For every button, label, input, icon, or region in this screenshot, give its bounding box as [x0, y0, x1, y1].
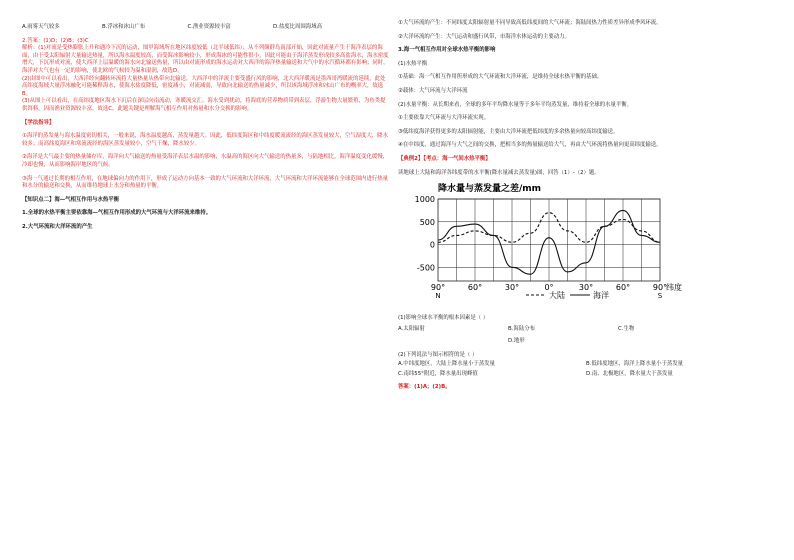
- answer-line: 2.答案：(1)D；(2)B；(3)C: [22, 37, 89, 44]
- option-c: C.渔业资源较丰富: [187, 24, 231, 30]
- x-tick-label: 60°: [467, 283, 483, 293]
- q1-option-a: A.太阳辐射: [398, 326, 425, 333]
- knowledge-point-title: 【知识点二】海—气相互作用与水热平衡: [22, 196, 120, 203]
- y-tick-label: 500: [419, 217, 435, 227]
- option-a: A.雨雾天气较多: [22, 24, 60, 30]
- x-tick-hemisphere: N: [435, 292, 441, 301]
- x-tick-label: 90°: [652, 283, 668, 293]
- text-line: ④在中纬度，通过海洋与大气之间的交换，把相当多的热量输送给大气，再由大气环流将热量向更高纬度输送。: [398, 142, 662, 149]
- legend-label: 海洋: [593, 291, 609, 301]
- x-tick-label: 90°: [430, 283, 446, 293]
- q2-option-b: B.低纬度地区，海洋上降水量小于蒸发量: [586, 361, 684, 368]
- text-line: ①基础：海一气相互作用所形成的大气环流和大洋环流，是维持全球水热平衡的基础。: [398, 74, 603, 81]
- question-2: (2)下列说法与图示相符的是（ ）: [398, 351, 478, 358]
- tip-paragraph: ①海洋的蒸发量与海水温度密切相关，一般来说，海水温度越高，蒸发量越大。因此，低纬度海区和中纬度暖流流经的海区蒸发量较大，空气湿度大，降水较多；而高纬度海区和寒流流经的海区蒸发量较小，空气干燥，降水较少。: [22, 133, 389, 147]
- text-line: ②大洋环流的产生：大气运动和盛行风带，市海洋水体运动的主要动力。: [398, 33, 570, 40]
- sub-heading: (1)水热平衡: [398, 60, 428, 67]
- option-d: D.盐度比周围海域高: [272, 24, 322, 30]
- text-line: ①主要依靠大气环流与大洋环流实现。: [398, 115, 490, 122]
- text-line: ②载体：大气环流与大洋环流: [398, 87, 468, 94]
- y-tick-label: -500: [416, 263, 435, 273]
- chart-svg: [398, 181, 698, 311]
- chart-title: 降水量与蒸发量之差/mm: [438, 184, 542, 195]
- question-options: [22, 24, 322, 32]
- right-column: [398, 0, 774, 392]
- q2-options: [398, 361, 774, 369]
- knowledge-line: 1.全球的水热平衡主要依靠海—气相互作用形成的大气环流与大洋环流来维持。: [22, 210, 212, 217]
- question-1: (1)影响全球水平衡的根本因素是（ ）: [398, 314, 489, 321]
- legend-label: 大陆: [549, 291, 565, 301]
- x-tick-hemisphere: S: [657, 292, 663, 301]
- q1-options-row2: [398, 338, 774, 346]
- answer-line: 答案：(1)A；(2)B。: [398, 384, 451, 391]
- analysis-paragraph: 解析：(1)对流是受热膨胀上升和遇冷下沉的运动，图甲海域所在地区纬度较低（北半球低纬）；从不列颠群岛南部开始，因此对流量产生于海洋表层的海面，由于受太阳辐射大量输送热量，所以海水温度较高，而受海冰影响较小，形成海冰的可能性很小，因此可能由于海洋蒸发形成较多高盐海水，海水密度增大，下沉形成对流，使大西洋上层温暖的海水向北输送热量，所以由对流形成的海水运动对大西洋的海洋热量输送和大气中的水汽循环都有影响；同时，海洋对大气也有一定的影响，使北欧的气候较为温和湿润，故选D。: [22, 45, 389, 74]
- section-heading: 3.海一气相互作用对全球水热平衡的影响: [398, 47, 496, 54]
- option-b: B.浮冰和冰山广布: [101, 24, 146, 30]
- tips-title: 【学法指导】: [22, 119, 55, 126]
- text-line: ①大气环流的产生：不同纬度太阳辐射量不同导致高低纬度间的大气环流；海陆间热力性质差异形成季风环流。: [398, 20, 662, 26]
- y-tick-label: 1000: [414, 195, 435, 205]
- text-line: ③低纬度海洋获得更多的太阳辐射能，主要由大洋环流把低纬度的多余热量向较高纬度输送。: [398, 128, 619, 135]
- q1-option-b: B.海陆分布: [508, 326, 535, 333]
- text-line: (2)水量平衡：从长期来看，全球的多年平均降水量等于多年平均蒸发量，维持着全球的水量平衡。: [398, 101, 633, 108]
- x-tick-label: 0°: [544, 283, 554, 293]
- x-tick-label: 30°: [578, 283, 594, 293]
- q1-option-d: D.地形: [508, 337, 525, 344]
- q2-option-d: D.南、北极地区，降水量大于蒸发量: [586, 370, 673, 377]
- q1-options: [398, 326, 774, 334]
- analysis-paragraph: (3)从图上可以看出，在高纬度地区海水下沉后在深层向南流动，寒暖流交汇，海水受到扰动，将海底的营养物质带到表层，浮游生物大量繁殖，为鱼类提供饵料，因而渔业资源较丰富，故选C。此题关键是理解海气相互作用对热量和水分交换的影响。: [22, 98, 386, 112]
- tip-paragraph: ③海一气通过长期的相互作用，在地球偏向力的作用下，形成了运动方向基本一致的大气环流和大洋环流，大气环流和大洋环流能够在全球范围内进行热量和水分的输送和交换，从而维持地球上水分和热量的平衡。: [22, 175, 389, 190]
- example-title: 【典例2】【考点：海一气间水热平衡】: [398, 155, 491, 162]
- analysis-paragraph: (2)由图中可以看出，大西洋经向翻转环流将大量热量从热带向北输送，大西洋中的洋流主要受盛行风的影响，北大西洋暖流是墨西哥湾暖流的延续，此处高纬度海域大量浮冰融化可能稀释海水，使海水盐度降低，密度减小，对流减弱，导致向北输送的热量减少，所以该海域浮冰和冰山广布的概率大，故选B。: [22, 75, 386, 97]
- q2-options-row2: [398, 371, 774, 379]
- q2-option-c: C.南纬55°附近，降水量出现峰值: [398, 370, 478, 377]
- x-tick-label: 60°: [615, 283, 631, 293]
- q2-option-a: A.中纬度地区，大陆上降水量小于蒸发量: [398, 361, 495, 368]
- tip-paragraph: ②海洋是大气最主要的热量储存库，海洋向大气输送的热量受海洋表层水温的影响，水温高的海区向大气输送的热量多，与陆地相比，海洋温度变化缓慢，冷却也慢，从而影响海岸地区的气候。: [22, 154, 389, 168]
- q1-option-c: C.生物: [618, 326, 635, 333]
- example-description: 读地球上大陆和海洋各纬度带的水平衡(降水量减去蒸发量)图，回答（1）-（2）题。: [398, 169, 600, 176]
- y-tick-label: 0: [429, 240, 435, 250]
- x-axis-label: 纬度: [666, 283, 682, 293]
- knowledge-line: 2.大气环流和大洋环流的产生: [22, 223, 93, 230]
- water-balance-chart: [398, 181, 774, 315]
- x-tick-label: 30°: [504, 283, 520, 293]
- left-column: [22, 0, 390, 231]
